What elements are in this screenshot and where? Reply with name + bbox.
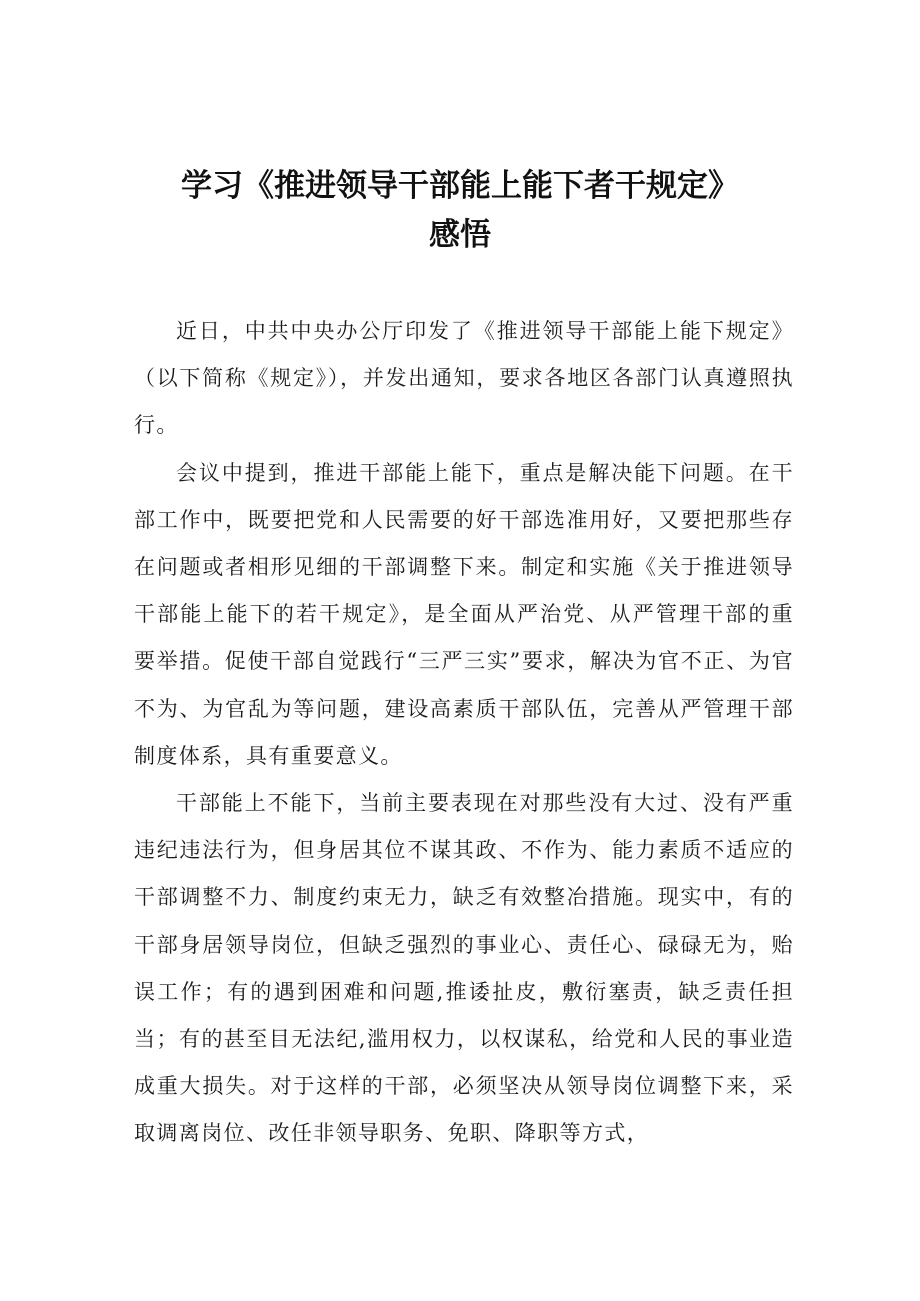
document-body: [134, 308, 794, 1158]
paragraph-problems: 干部能上不能下，当前主要表现在对那些没有大过、没有严重违纪违法行为，但身居其位不谋其政、不作为、能力素质不适应的干部调整不力、制度约束无力，缺乏有效整冶措施。现实中，有的干部身居领导岗位，但缺乏强烈的事业心、责任心、碌碌无为，贻误工作；有的遇到困难和问题,推诿扯皮，敷衍塞责，缺乏责任担当；有的甚至目无法纪,滥用权力，以权谋私，给党和人民的事业造成重大损失。对于这样的干部，必须坚决从领导岗位调整下来，采取调离岗位、改任非领导职务、免职、降职等方式，: [134, 791, 794, 1146]
paragraph-intro: 近日，中共中央办公厅印发了《推进领导干部能上能下规定》（以下简称《规定》），并发出通知，要求各地区各部门认真遵照执行。: [134, 319, 794, 438]
paragraph-meeting: 会议中提到，推进干部能上能下，重点是解决能下问题。在干部工作中，既要把党和人民需要的好干部选准用好，又要把那些存在问题或者相形见细的干部调整下来。制定和实施《关于推进领导干部能上能下的若干规定》，是全面从严治党、从严管理干部的重要举措。促使干部自觉践行“三严三实”要求，解决为官不正、为官不为、为官乱为等问题，建设高素质干部队伍，完善从严管理干部制度体系，具有重要意义。: [134, 460, 794, 768]
document-subtitle: 感悟: [429, 217, 491, 253]
document-title: 学习《推进领导干部能上能下者干规定》: [181, 168, 739, 204]
